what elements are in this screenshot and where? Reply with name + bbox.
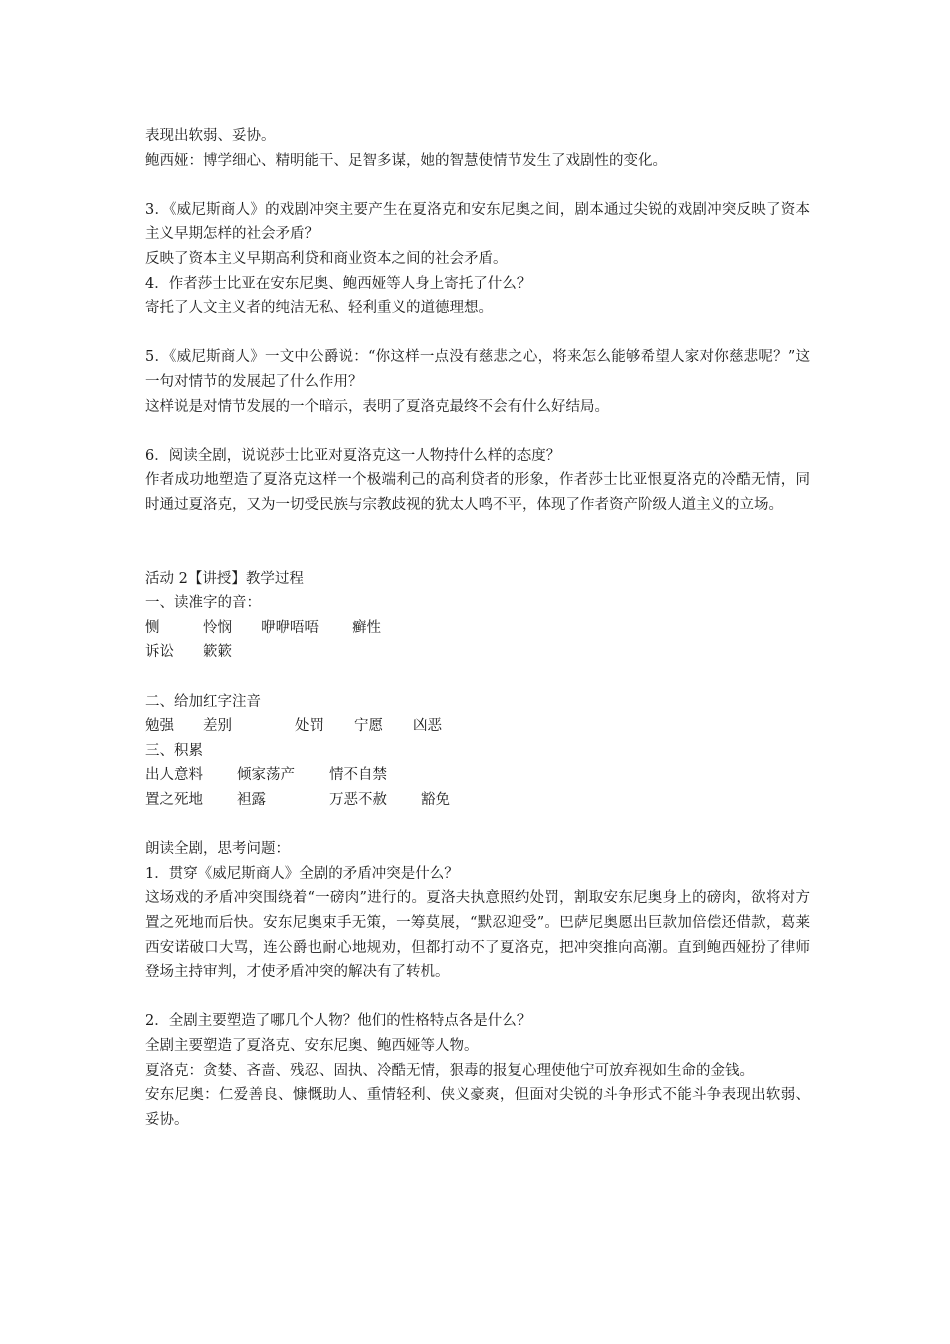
answer-6: 作者成功地塑造了夏洛克这样一个极端利己的高利贷者的形象，作者莎士比亚恨夏洛克的冷酷无情，同时通过夏洛克，又为一切受民族与宗教歧视的犹太人鸣不平，体现了作者资产阶级人道主义的立场。: [145, 472, 810, 513]
section-2-title: 二、给加红字注音: [145, 693, 261, 710]
answer-2-summary: 全剧主要塑造了夏洛克、安东尼奥、鲍西娅等人物。: [145, 1037, 479, 1054]
word-item: 癣性: [352, 619, 381, 636]
document-body: [145, 124, 810, 1132]
paragraph-portia: 鲍西娅：博学细心、精明能干、足智多谋，她的智慧使情节发生了戏剧性的变化。: [145, 152, 667, 169]
word-item: 万恶不赦: [329, 792, 387, 809]
section-1-row-2: [145, 640, 810, 665]
word-item: 置之死地: [145, 792, 203, 809]
section-1-title: 一、读准字的音：: [145, 595, 261, 612]
question-5: 5．《威尼斯商人》一文中公爵说：“你这样一点没有慈悲之心，将来怎么能够希望人家对你慈悲呢？”这一句对情节的发展起了什么作用？: [145, 349, 810, 390]
word-item: 宁愿: [354, 718, 383, 735]
answer-2-antonio: 安东尼奥：仁爱善良、慷慨助人、重情轻利、侠义豪爽，但面对尖锐的斗争形式不能斗争表现出软弱、妥协。: [145, 1087, 810, 1128]
answer-1: 这场戏的矛盾冲突围绕着“一磅肉”进行的。夏洛夫执意照约处罚，割取安东尼奥身上的磅肉，欲将对方置之死地而后快。安东尼奥束手无策，一筹莫展，“默忍迎受”。巴萨尼奥愿出巨款加倍偿还借款，葛莱西安诺破口大骂，连公爵也耐心地规劝，但都打动不了夏洛克，把冲突推向高潮。直到鲍西娅扮了律师登场主持审判，才使矛盾冲突的解决有了转机。: [145, 890, 810, 981]
word-item: 情不自禁: [329, 767, 387, 784]
section-1-row-1: [145, 616, 810, 641]
section-3-row-2: [145, 788, 810, 813]
question-6: 6．阅读全剧，说说莎士比亚对夏洛克这一人物持什么样的态度？: [145, 447, 561, 464]
word-item: 勉强: [145, 718, 174, 735]
word-item: 怜悯: [203, 619, 232, 636]
word-item: 咿咿唔唔: [261, 619, 319, 636]
section-2-row-1: [145, 714, 810, 739]
question-2: 2．全剧主要塑造了哪几个人物？他们的性格特点各是什么？: [145, 1013, 532, 1030]
question-3: 3．《威尼斯商人》的戏剧冲突主要产生在夏洛克和安东尼奥之间，剧本通过尖锐的戏剧冲突反映了资本主义早期怎样的社会矛盾？: [145, 201, 810, 243]
word-item: 差别: [203, 718, 232, 735]
paragraph-antonio-end: 表现出软弱、妥协。: [145, 128, 276, 144]
question-4: 4．作者莎士比亚在安东尼奥、鲍西娅等人身上寄托了什么？: [145, 275, 532, 292]
answer-3: 反映了资本主义早期高利贷和商业资本之间的社会矛盾。: [145, 250, 508, 267]
question-1: 1．贯穿《威尼斯商人》全剧的矛盾冲突是什么？: [145, 865, 459, 882]
word-item: 凶恶: [413, 718, 442, 735]
word-item: 出人意料: [145, 767, 203, 784]
answer-2-shylock: 夏洛克：贪婪、吝啬、残忍、固执、冷酷无情，狠毒的报复心理使他宁可放弃视如生命的金钱。: [145, 1062, 754, 1079]
word-item: 诉讼: [145, 644, 174, 661]
word-item: 豁免: [421, 792, 450, 809]
section-3-row-1: [145, 763, 810, 788]
word-item: 簌簌: [203, 644, 232, 661]
word-item: 倾家荡产: [237, 767, 295, 784]
reading-intro: 朗读全剧，思考问题：: [145, 841, 290, 858]
activity-title: 活动 2【讲授】教学过程: [145, 570, 304, 587]
word-item: 处罚: [295, 718, 324, 735]
section-3-title: 三、积累: [145, 742, 203, 759]
answer-4: 寄托了人文主义者的纯洁无私、轻利重义的道德理想。: [145, 300, 493, 317]
word-item: 袒露: [237, 792, 266, 809]
answer-5: 这样说是对情节发展的一个暗示，表明了夏洛克最终不会有什么好结局。: [145, 398, 609, 415]
word-item: 恻: [145, 619, 160, 636]
